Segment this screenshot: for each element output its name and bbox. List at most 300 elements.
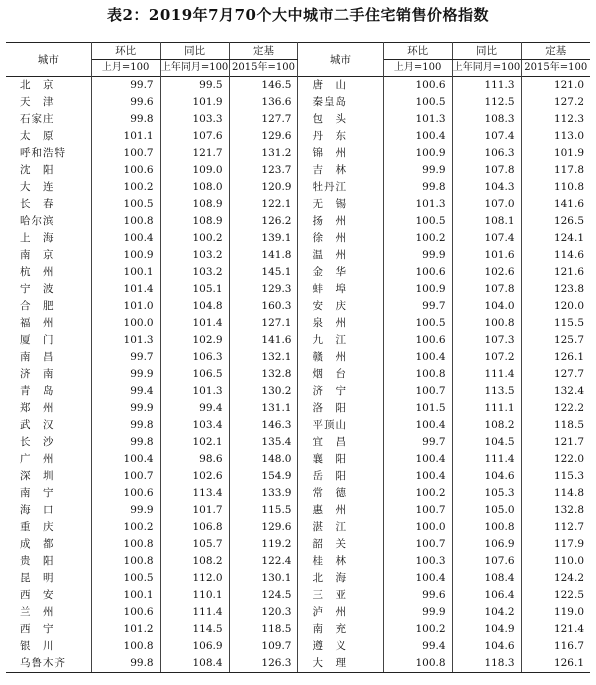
yoy-cell: 101.4 (160, 315, 229, 332)
yoy-cell: 111.1 (452, 400, 521, 417)
city-cell: 洛 阳 (298, 400, 383, 417)
city-cell: 兰 州 (6, 604, 91, 621)
yoy-cell: 121.7 (160, 145, 229, 162)
yoy-cell: 104.8 (160, 298, 229, 315)
table-row (6, 315, 590, 332)
table-row (6, 128, 590, 145)
base-cell: 154.9 (229, 468, 298, 485)
mom-cell: 100.5 (383, 315, 452, 332)
yoy-cell: 101.9 (160, 94, 229, 111)
yoy-cell: 105.0 (452, 502, 521, 519)
base-cell: 123.8 (553, 283, 584, 295)
mom-cell: 99.4 (383, 638, 452, 655)
yoy-cell: 106.3 (452, 145, 521, 162)
yoy-cell: 109.0 (160, 162, 229, 179)
base-cell: 139.1 (229, 230, 298, 247)
city-cell: 常 德 (298, 485, 383, 502)
city-cell: 呼和浩特 (6, 145, 91, 162)
base-cell: 120.3 (229, 604, 298, 621)
base-cell: 126.3 (229, 655, 298, 673)
base-cell: 132.8 (553, 504, 584, 516)
mom-cell: 99.9 (383, 162, 452, 179)
table-row (6, 111, 590, 128)
yoy-cell: 108.2 (160, 553, 229, 570)
table-row (6, 655, 590, 673)
yoy-cell: 111.4 (452, 451, 521, 468)
city-cell: 武 汉 (6, 417, 91, 434)
city-cell: 扬 州 (298, 213, 383, 230)
mom-cell: 100.7 (383, 502, 452, 519)
base-cell: 130.1 (229, 570, 298, 587)
mom-cell: 100.4 (383, 451, 452, 468)
yoy-subheader: 上年同月=100 (452, 60, 521, 77)
price-index-table (6, 42, 590, 673)
base-cell: 141.8 (229, 247, 298, 264)
city-cell: 银 川 (6, 638, 91, 655)
base-cell: 122.0 (553, 453, 584, 465)
city-cell: 重 庆 (6, 519, 91, 536)
table-row (6, 587, 590, 604)
city-cell: 石家庄 (6, 111, 91, 128)
table-row (6, 621, 590, 638)
city-cell: 杭 州 (6, 264, 91, 281)
city-cell: 哈尔滨 (6, 213, 91, 230)
city-cell: 南 充 (298, 621, 383, 638)
table-row (6, 519, 590, 536)
base-header: 定基 (521, 43, 590, 60)
base-cell: 145.1 (229, 264, 298, 281)
mom-cell: 101.3 (91, 332, 160, 349)
table-row (6, 332, 590, 349)
yoy-cell: 106.4 (452, 587, 521, 604)
mom-cell: 100.4 (383, 128, 452, 145)
base-cell: 101.9 (553, 147, 584, 159)
base-cell: 113.0 (553, 130, 584, 142)
table-row (6, 502, 590, 519)
table-row (6, 417, 590, 434)
yoy-cell: 113.5 (452, 383, 521, 400)
mom-cell: 99.8 (383, 179, 452, 196)
city-cell: 岳 阳 (298, 468, 383, 485)
city-cell: 锦 州 (298, 145, 383, 162)
yoy-cell: 100.8 (452, 519, 521, 536)
city-cell: 上 海 (6, 230, 91, 247)
mom-cell: 100.5 (91, 196, 160, 213)
yoy-cell: 113.4 (160, 485, 229, 502)
mom-cell: 99.9 (91, 400, 160, 417)
base-cell: 129.6 (229, 128, 298, 145)
city-cell: 三 亚 (298, 587, 383, 604)
base-cell: 131.2 (229, 145, 298, 162)
yoy-cell: 106.8 (160, 519, 229, 536)
mom-cell: 100.4 (383, 417, 452, 434)
yoy-cell: 101.6 (452, 247, 521, 264)
city-cell: 九 江 (298, 332, 383, 349)
base-header: 定基 (229, 43, 298, 60)
yoy-cell: 108.9 (160, 213, 229, 230)
city-cell: 大 连 (6, 179, 91, 196)
yoy-cell: 108.0 (160, 179, 229, 196)
base-cell: 114.8 (553, 487, 584, 499)
mom-cell: 100.2 (383, 621, 452, 638)
mom-cell: 100.3 (383, 553, 452, 570)
mom-cell: 100.8 (91, 213, 160, 230)
table-row (6, 383, 590, 400)
base-cell: 109.7 (229, 638, 298, 655)
yoy-cell: 118.3 (452, 655, 521, 673)
city-cell: 泉 州 (298, 315, 383, 332)
mom-cell: 100.6 (91, 162, 160, 179)
city-cell: 海 口 (6, 502, 91, 519)
mom-cell: 99.7 (91, 77, 160, 95)
table-row (6, 451, 590, 468)
base-cell: 146.5 (229, 77, 298, 95)
table-row (6, 94, 590, 111)
yoy-cell: 106.9 (160, 638, 229, 655)
yoy-cell: 98.6 (160, 451, 229, 468)
yoy-cell: 104.2 (452, 604, 521, 621)
base-subheader: 2015年=100 (524, 62, 588, 73)
city-cell: 秦皇岛 (298, 94, 383, 111)
base-cell: 121.4 (553, 623, 584, 635)
city-cell: 徐 州 (298, 230, 383, 247)
base-cell: 135.4 (229, 434, 298, 451)
mom-cell: 100.0 (91, 315, 160, 332)
header-row (6, 43, 590, 60)
city-cell: 烟 台 (298, 366, 383, 383)
yoy-cell: 103.2 (160, 247, 229, 264)
city-cell: 沈 阳 (6, 162, 91, 179)
mom-header: 环比 (383, 43, 452, 60)
base-cell: 121.7 (553, 436, 584, 448)
mom-cell: 100.4 (91, 451, 160, 468)
base-cell: 160.3 (229, 298, 298, 315)
base-cell: 126.2 (229, 213, 298, 230)
base-cell: 112.3 (553, 113, 584, 125)
mom-cell: 101.3 (383, 196, 452, 213)
city-cell: 郑 州 (6, 400, 91, 417)
yoy-cell: 107.8 (452, 281, 521, 298)
yoy-cell: 108.4 (452, 570, 521, 587)
mom-cell: 100.0 (383, 519, 452, 536)
yoy-cell: 103.4 (160, 417, 229, 434)
city-cell: 丹 东 (298, 128, 383, 145)
base-cell: 115.3 (553, 470, 584, 482)
table-body (6, 77, 590, 673)
base-cell: 112.7 (553, 521, 584, 533)
yoy-cell: 108.4 (160, 655, 229, 673)
base-cell: 141.6 (553, 198, 584, 210)
city-cell: 桂 林 (298, 553, 383, 570)
yoy-cell: 111.4 (160, 604, 229, 621)
mom-cell: 99.9 (383, 247, 452, 264)
table-row (6, 570, 590, 587)
yoy-cell: 104.5 (452, 434, 521, 451)
yoy-header: 同比 (452, 43, 521, 60)
city-header: 城市 (298, 43, 383, 77)
yoy-cell: 100.2 (160, 230, 229, 247)
base-cell: 122.2 (553, 402, 584, 414)
yoy-cell: 102.9 (160, 332, 229, 349)
mom-cell: 100.4 (383, 570, 452, 587)
yoy-cell: 104.9 (452, 621, 521, 638)
mom-cell: 101.2 (91, 621, 160, 638)
yoy-cell: 104.0 (452, 298, 521, 315)
mom-cell: 100.7 (383, 536, 452, 553)
city-cell: 包 头 (298, 111, 383, 128)
mom-cell: 100.7 (383, 383, 452, 400)
yoy-cell: 107.2 (452, 349, 521, 366)
mom-cell: 100.6 (383, 332, 452, 349)
table-row (6, 349, 590, 366)
yoy-cell: 104.3 (452, 179, 521, 196)
city-cell: 贵 阳 (6, 553, 91, 570)
yoy-cell: 100.8 (452, 315, 521, 332)
mom-cell: 101.3 (383, 111, 452, 128)
mom-cell: 100.9 (383, 145, 452, 162)
city-cell: 宜 昌 (298, 434, 383, 451)
base-cell: 129.6 (229, 519, 298, 536)
mom-cell: 99.8 (91, 434, 160, 451)
table-row (6, 179, 590, 196)
base-cell: 120.0 (553, 300, 584, 312)
yoy-cell: 112.0 (160, 570, 229, 587)
table-row (6, 77, 590, 95)
mom-cell: 99.9 (91, 366, 160, 383)
table-row (6, 604, 590, 621)
yoy-cell: 106.9 (452, 536, 521, 553)
table-row (6, 247, 590, 264)
yoy-cell: 112.5 (452, 94, 521, 111)
base-cell: 115.5 (553, 317, 584, 329)
table-row (6, 298, 590, 315)
yoy-cell: 103.3 (160, 111, 229, 128)
mom-cell: 100.5 (91, 570, 160, 587)
yoy-subheader: 上年同月=100 (160, 60, 229, 77)
mom-cell: 100.6 (383, 264, 452, 281)
mom-cell: 100.2 (91, 179, 160, 196)
base-cell: 118.5 (553, 419, 584, 431)
mom-cell: 100.1 (91, 264, 160, 281)
base-cell: 136.6 (229, 94, 298, 111)
base-cell: 127.7 (553, 368, 584, 380)
base-cell: 123.7 (229, 162, 298, 179)
base-cell: 121.0 (553, 79, 584, 91)
base-cell: 124.5 (229, 587, 298, 604)
base-cell: 131.1 (229, 400, 298, 417)
city-cell: 湛 江 (298, 519, 383, 536)
mom-cell: 100.8 (91, 638, 160, 655)
city-cell: 南 昌 (6, 349, 91, 366)
city-cell: 吉 林 (298, 162, 383, 179)
base-cell: 126.5 (553, 215, 584, 227)
yoy-cell: 104.6 (452, 638, 521, 655)
mom-header: 环比 (91, 43, 160, 60)
mom-cell: 100.6 (91, 485, 160, 502)
yoy-cell: 107.4 (452, 230, 521, 247)
city-cell: 赣 州 (298, 349, 383, 366)
mom-cell: 99.4 (91, 383, 160, 400)
city-cell: 济 南 (6, 366, 91, 383)
city-cell: 北 海 (298, 570, 383, 587)
city-cell: 西 宁 (6, 621, 91, 638)
yoy-cell: 108.9 (160, 196, 229, 213)
base-cell: 126.1 (521, 655, 590, 673)
base-cell: 127.1 (229, 315, 298, 332)
yoy-cell: 107.6 (452, 553, 521, 570)
table-title: 表2：2019年7月70个大中城市二手住宅销售价格指数 (107, 6, 489, 24)
city-cell: 温 州 (298, 247, 383, 264)
mom-cell: 100.2 (383, 485, 452, 502)
table-row (6, 536, 590, 553)
mom-cell: 99.6 (383, 587, 452, 604)
table-row (6, 281, 590, 298)
city-cell: 济 宁 (298, 383, 383, 400)
table-row (6, 366, 590, 383)
city-cell: 韶 关 (298, 536, 383, 553)
base-cell: 119.0 (553, 606, 584, 618)
yoy-cell: 102.6 (452, 264, 521, 281)
yoy-cell: 105.3 (452, 485, 521, 502)
base-subheader: 2015年=100 (229, 60, 298, 77)
mom-cell: 100.2 (91, 519, 160, 536)
mom-cell: 101.4 (91, 281, 160, 298)
base-cell: 132.4 (553, 385, 584, 397)
mom-cell: 100.1 (91, 587, 160, 604)
city-cell: 长 春 (6, 196, 91, 213)
base-cell: 120.9 (229, 179, 298, 196)
city-cell: 北 京 (6, 77, 91, 95)
base-cell: 119.2 (229, 536, 298, 553)
mom-cell: 100.9 (383, 281, 452, 298)
city-cell: 南 宁 (6, 485, 91, 502)
table-row (6, 213, 590, 230)
base-cell: 124.2 (553, 572, 584, 584)
mom-cell: 100.8 (91, 553, 160, 570)
city-cell: 合 肥 (6, 298, 91, 315)
base-cell: 129.3 (229, 281, 298, 298)
table-row (6, 638, 590, 655)
city-cell: 蚌 埠 (298, 281, 383, 298)
base-cell: 110.0 (553, 555, 584, 567)
yoy-cell: 110.1 (160, 587, 229, 604)
base-cell: 132.8 (229, 366, 298, 383)
mom-cell: 99.6 (91, 94, 160, 111)
mom-cell: 99.9 (91, 502, 160, 519)
base-cell: 141.6 (229, 332, 298, 349)
mom-cell: 100.8 (383, 366, 452, 383)
yoy-cell: 99.5 (160, 77, 229, 95)
base-cell: 124.1 (553, 232, 584, 244)
city-cell: 太 原 (6, 128, 91, 145)
city-cell: 安 庆 (298, 298, 383, 315)
table-row (6, 400, 590, 417)
yoy-cell: 114.5 (160, 621, 229, 638)
base-cell: 130.2 (229, 383, 298, 400)
yoy-cell: 107.6 (160, 128, 229, 145)
mom-cell: 100.4 (383, 468, 452, 485)
city-header: 城市 (6, 43, 91, 77)
yoy-header: 同比 (160, 43, 229, 60)
city-cell: 长 沙 (6, 434, 91, 451)
city-cell: 惠 州 (298, 502, 383, 519)
mom-cell: 101.0 (91, 298, 160, 315)
city-cell: 昆 明 (6, 570, 91, 587)
base-cell: 122.4 (229, 553, 298, 570)
mom-cell: 100.5 (383, 213, 452, 230)
yoy-cell: 111.4 (452, 366, 521, 383)
mom-cell: 99.7 (383, 298, 452, 315)
mom-cell: 100.6 (91, 604, 160, 621)
base-cell: 110.8 (553, 181, 584, 193)
table-row (6, 196, 590, 213)
table-row (6, 162, 590, 179)
mom-cell: 100.9 (91, 247, 160, 264)
city-cell: 深 圳 (6, 468, 91, 485)
city-cell: 大 理 (298, 655, 383, 673)
base-cell: 117.8 (553, 164, 584, 176)
mom-cell: 100.4 (383, 349, 452, 366)
city-cell: 襄 阳 (298, 451, 383, 468)
city-cell: 天 津 (6, 94, 91, 111)
yoy-cell: 103.2 (160, 264, 229, 281)
mom-cell: 101.1 (91, 128, 160, 145)
base-cell: 116.7 (553, 640, 584, 652)
yoy-cell: 108.1 (452, 213, 521, 230)
base-cell: 114.6 (553, 249, 584, 261)
base-cell: 133.9 (229, 485, 298, 502)
mom-cell: 100.8 (383, 655, 452, 673)
base-cell: 148.0 (229, 451, 298, 468)
city-cell: 厦 门 (6, 332, 91, 349)
table-row (6, 434, 590, 451)
mom-cell: 99.8 (91, 417, 160, 434)
yoy-cell: 102.6 (160, 468, 229, 485)
table-row (6, 468, 590, 485)
city-cell: 泸 州 (298, 604, 383, 621)
mom-cell: 100.5 (383, 94, 452, 111)
mom-cell: 100.4 (91, 230, 160, 247)
mom-cell: 99.9 (383, 604, 452, 621)
base-cell: 121.6 (553, 266, 584, 278)
yoy-cell: 104.6 (452, 468, 521, 485)
city-cell: 青 岛 (6, 383, 91, 400)
base-cell: 117.9 (553, 538, 584, 550)
yoy-cell: 108.2 (452, 417, 521, 434)
mom-cell: 99.8 (91, 655, 160, 673)
table-row (6, 230, 590, 247)
mom-cell: 99.8 (91, 111, 160, 128)
city-cell: 唐 山 (298, 77, 383, 95)
yoy-cell: 106.5 (160, 366, 229, 383)
yoy-cell: 111.3 (452, 77, 521, 95)
base-cell: 127.2 (553, 96, 584, 108)
city-cell: 乌鲁木齐 (6, 655, 91, 673)
city-cell: 西 安 (6, 587, 91, 604)
table-row (6, 553, 590, 570)
city-cell: 无 锡 (298, 196, 383, 213)
base-cell: 125.7 (553, 334, 584, 346)
mom-cell: 100.7 (91, 468, 160, 485)
base-cell: 115.5 (229, 502, 298, 519)
mom-cell: 101.5 (383, 400, 452, 417)
city-cell: 平顶山 (298, 417, 383, 434)
base-cell: 126.1 (553, 351, 584, 363)
base-cell: 146.3 (229, 417, 298, 434)
base-cell: 118.5 (229, 621, 298, 638)
city-cell: 福 州 (6, 315, 91, 332)
yoy-cell: 101.7 (160, 502, 229, 519)
